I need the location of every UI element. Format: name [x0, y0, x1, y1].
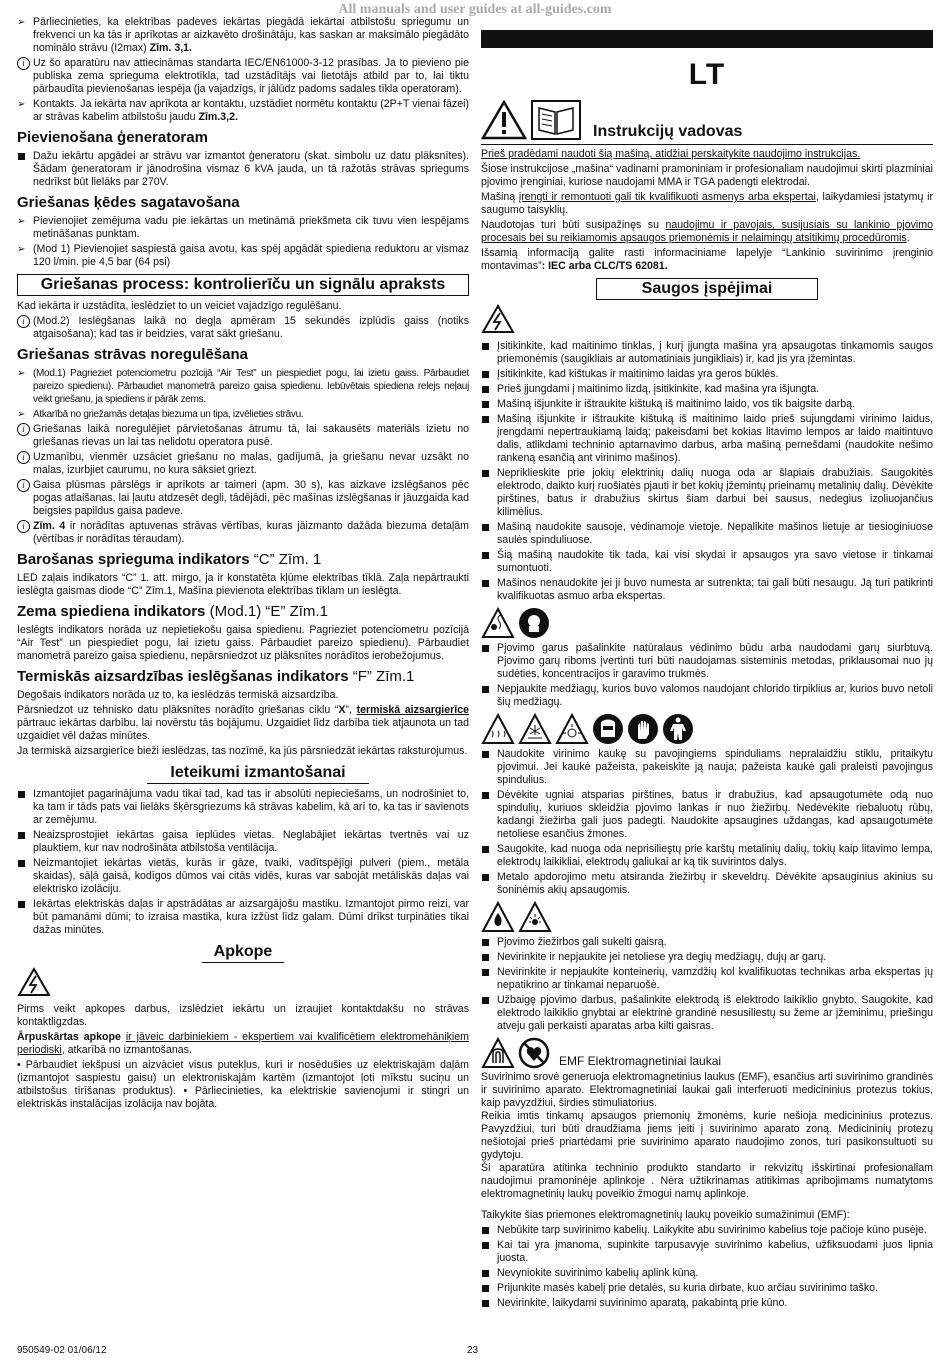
left-column	[17, 16, 469, 1113]
safety-item: Metalo apdorojimo metu atsiranda žiežirbų ir skeveldrų. Dėvėkite apsauginius akinius su šoninėmis akių apsaugomis.	[481, 871, 933, 897]
manual-title: Instrukcijų vadovas	[593, 123, 743, 140]
emf-header	[481, 1037, 933, 1069]
intro-p4: Išsamią informaciją galite rasti informaciniame lapelyje “Lankinio suvirinimo įrenginio montavimas”: IEC arba CLC/TS 62081.	[481, 247, 933, 272]
intro-p2: Mašiną įrengti ir remontuoti gali tik kvalifikuoti asmenys arba ekspertai, laikydamiesi įstatymų ir saugumo taisyklių.	[481, 191, 933, 216]
indicator-e-title: Zema spiediena indikators (Mod.1) “E” Zīm.1	[17, 603, 328, 620]
magnetic-field-icon	[481, 1037, 515, 1069]
intro-underline: Prieš pradėdami naudoti šią mašiną, atidžiai perskaitykite naudojimo instrukcijas.	[481, 148, 861, 160]
info-icon: i	[17, 315, 30, 328]
safety-item: Įsitikinkite, kad maitinimo tinklas, į kurį įjungta mašina yra apsaugotas tinkamomis saugos priemonėmis (saugikliais ar automatiniais jungikliais) ir, kad jis yra įžemintas.	[481, 340, 933, 366]
fire-warning-icon	[481, 901, 515, 933]
intro-item: i Uz šo aparatūru nav attiecināmas standarta IEC/EN61000-3-12 prasības. Ja to pievieno pie publiska zema sprieguma elektrotīkla, tad uzstādītājs vai lietotājs atbild par to, lai tiktu pārbaudīta pievienošanas iespēja (ja vajadzīgs, ir jālūdz padoms sadales tīkla operatoram).	[17, 57, 469, 96]
info-icon: i	[17, 451, 30, 464]
safety-item: Mašiną naudokite sausoje, vėdinamoje vietoje. Nepalikite mašinos lietuje ar tiesioginiuose saulės spinduliuose.	[481, 521, 933, 547]
process-info: i (Mod.2) Ieslēgšanas laikā no degļa apmēram 15 sekundēs izplūdīs gaiss (notiks atgaisošana); kad tas ir beidzies, varat sākt griešanu.	[17, 315, 469, 341]
indicator-f-title: Termiskās aizsardzības ieslēgšanas indikators “F” Zīm.1	[17, 668, 415, 685]
current-item: ➢ Atkarībā no griežamās detaļas biezuma un tipa, izvēlieties strāvu.	[17, 408, 469, 421]
intro-item: ➢ Kontakts. Ja iekārta nav aprīkota ar kontaktu, uzstādiet normētu kontaktu (2P+T vienai fāzei) ar strāvas kabelim atbilstošu jaudu Zīm.3,2.	[17, 98, 469, 124]
emf-item: Prijunkite masės kabelį prie detalės, su kuria dirbate, kuo arčiau suvirinimo taško.	[481, 1282, 933, 1295]
emf-reduce: Taikykite šias priemones elektromagnetinių laukų poveikio sumažinimui (EMF):	[481, 1209, 850, 1221]
safety-item: Įsitikinkite, kad kištukas ir maitinimo laidas yra geros būklės.	[481, 368, 933, 381]
indicator-c-text: LED zaļais indikators “C” 1. att. mirgo, ja ir konstatēta kļūme elektrības tīklā. Zaļa nepārtraukti ieslēgta gaismas diode “C” Zīm.1, Mašīna pievienota elektrības tīklam un ieslēgta.	[17, 572, 469, 597]
safety-item: Mašinos nenaudokite jei ji buvo numesta ar sutrenkta; tai gali būti nesaugu. Ją turi patikrinti kvalifikuotas asmuo arba ekspertas.	[481, 577, 933, 603]
safety-item: Mašiną išjunkite ir ištraukite kištuką iš maitinimo laido, vos tik baigsite darbą.	[481, 398, 933, 411]
usage-list	[17, 788, 469, 937]
current-item: i Griešanas laikā noregulējiet pārvietošanas ātrumu tā, lai sakausēts materiāls izietu no griešanas rievas un lai tas nelidotu operatora pusē.	[17, 423, 469, 449]
indicator-c-title: Barošanas sprieguma indikators “C” Zīm. 1	[17, 551, 322, 568]
intro-item: ➢ Pārliecinieties, ka elektrības padeves iekārtas piegādā iekārtai atbilstošu spriegumu un frekvenci un ka tās ir aprīkotas ar aizkavēto drošinātāju, kas saskan ar maksimālo piegādāto nominālo strāvu (I2max) Zīm. 3,1.	[17, 16, 469, 55]
intro-list	[17, 16, 469, 124]
safety-item: Prieš įjungdami į maitinimo lizdą, įsitikinkite, kad mašina yra išjungta.	[481, 383, 933, 396]
usage-item: Neizmantojiet iekārtas vietās, kurās ir gāze, tvaiki, vadītspējīgi pulveri (piem., metāla skaidas), sāļā gaisā, kodīgos dūmos vai citās vidēs, kuras var sabojāt metāliskās daļas vai elektrisko izolāciju.	[17, 857, 469, 896]
safety-list-2	[481, 642, 933, 709]
current-item: i Uzmanību, vienmēr uzsāciet griešanu no malas, gadījumā, ja griešanu nevar uzsākt no malas, izurbjiet caurumu, no kura sāksiet griezt.	[17, 451, 469, 477]
current-title: Griešanas strāvas noregulēšana	[17, 346, 248, 363]
emf-text: Suvirinimo srovė generuoja elektromagnetinius laukus (EMF), esančius arti suvirinimo grandinės ir suvirinimo aparato. Elektromagnetiniai laukai gali interferuoti medicininius protezus tokius, kaip pavyzdžiui, širdies stimuliatorius. Reikia imtis tinkamų apsaugos priemonių žmonėms, kurie nešioja medicininius protezus. Pavyzdžiui, turi būti draudžiama jiems įeiti į suvirinimo aparato zoną. Medicininių protezų nešiotojai prieš priartėdami prie suvirinimo aparato naudojimo zonos, turi pasikonsultuoti su gydytoju. Ši aparatūra atitinka techninio produkto standarto ir rekvizitų išskirtinai profesionaliam naudojimui pramoninėje aplinkoje . Nėra užtikrinamas atitikimas apribojimams numatytoms elektromagnetinių laukų poveikio žmogui namų aplinkoje.	[481, 1071, 933, 1200]
protection-icons	[481, 713, 933, 745]
electric-shock-icon	[481, 304, 933, 338]
emf-item: Nevyniokite suvirinimo kabelių aplink kūną.	[481, 1267, 933, 1280]
maintenance-text1: Pirms veikt apkopes darbus, izslēdziet iekārtu un izraujiet kontaktdakšu no strāvas kontaktligzdas.	[17, 1003, 469, 1028]
circuit-item: ➢ (Mod 1) Pievienojiet saspiestā gaisa avotu, kas spēj apgādāt spiediena reduktoru ar vismaz 120 l/min. pie 4,5 bar (64 psi)	[17, 243, 469, 269]
watermark: All manuals and user guides at all-guides.com	[338, 2, 612, 17]
usage-item: Iekārtas elektriskās daļas ir apstrādātas ar aizsargājošu mastiku. Izmantojot pirmo reizi, var būt pamanāmi dūmi; to izraisa mastika, kura izžūst līdz galam. Dūmi drīkst turpināties tikai dažas minūtes.	[17, 898, 469, 937]
manual-book-icon	[531, 100, 581, 140]
emf-item: Nebūkite tarp suvirinimo kabelių. Laikykite abu suvirinimo kabelius toje pačioje kūno pusėje.	[481, 1224, 933, 1237]
radiation-warning-icon	[555, 713, 589, 745]
generator-text: Dažu iekārtu apgādei ar strāvu var izmantot ģeneratoru (skat. simbolu uz datu plāksnītes). Šādam ģeneratoram ir jānodrošina vismaz 6 kVA jauda, un tā ražotās strāvas spriegums nedrīkst būt lielāks par 270V.	[17, 150, 469, 189]
emf-item: Nevirinkite, laikydami suvirinimo aparatą, pakabintą prie kūno.	[481, 1297, 933, 1310]
footer-code: 950549-02 01/06/12	[17, 1345, 107, 1356]
emf-item: Kai tai yra įmanoma, supinkite tarpusavyje suvirinimo kabelius, užfiksuodami juos lipnia juosta.	[481, 1239, 933, 1265]
maintenance-text3: • Pārbaudiet iekšpusi un aizvāciet visus putekļus, kuri ir nosēdušies uz elektriskajām daļām (izmantojot saspiestu gaisu) un elektroniskajām kartēm (izmantojot ļoti mīkstu suciņu un atbilstošus tīrīšanas produktus). • Pārliecinieties, ka elektriskie savienojumi ir stingri un elektriskās instalācijas izolācija nav bojāta.	[17, 1059, 469, 1110]
safety-list-4	[481, 936, 933, 1033]
current-item: ➢ (Mod.1) Pagrieziet potenciometru pozīcijā “Air Test” un piespiediet pogu, lai izietu gaiss. Pārbaudiet pareizo spiedienu). Pārbaudiet manometrā pareizo gaisa spiedienu. Iebūvētais spiediena relejs neļauj veikt griešanu, ja spiediens ir pārāk zems.	[17, 367, 469, 406]
header-bar	[481, 30, 933, 48]
safety-item: Dėvėkite ugniai atsparias pirštines, batus ir drabužius, kad apsaugotumėte odą nuo spindulių, kuriuos skleidžia pjovimo lankas ir nuo žiežirbų. Nedėvėkite riebaluotų rūbų, kadangi žiežirba gali juos padegti. Naudokite apsaugines uždangas, kad apsaugotumėte netoliese esančius žmones.	[481, 789, 933, 841]
sparks-warning-icon	[518, 713, 552, 745]
emf-title: EMF Elektromagnetiniai laukai	[559, 1054, 722, 1068]
info-icon: i	[17, 423, 30, 436]
circuit-title: Griešanas ķēdes sagatavošana	[17, 194, 240, 211]
info-icon: i	[17, 479, 30, 492]
usage-item: Izmantojiet pagarinājuma vadu tikai tad, kad tas ir absolūti nepieciešams, un nodrošiniet to, ka tam ir tāds pats vai lielāks šķērsgriezums kā strāvas kabelim, kā arī to, ka tas ir savienots ar zemējumu.	[17, 788, 469, 827]
warning-icon	[481, 100, 527, 140]
process-title: Griešanas process: kontrolierīču un signālu apraksts	[17, 274, 469, 296]
info-icon: i	[17, 520, 30, 533]
gloves-icon	[627, 713, 659, 745]
safety-title: Saugos įspėjimai	[596, 278, 818, 300]
safety-item: Mašiną išjunkite ir ištraukite kištuką iš maitinimo laido prieš sujungdami virinimo laidus, įrengdami nepertraukiamą laidą; pakeisdami bet kokias litavimo lempos ar laido maitintuvo dalis, atlikdami techninio aptarnavimo darbus, arba mašiną pernešdami (naudokite nešimo rankeną esančią ant virinimo mašinos).	[481, 413, 933, 465]
info-icon: i	[17, 57, 30, 70]
fumes-warning-icon	[481, 607, 515, 639]
safety-item: Užbaigę pjovimo darbus, pašalinkite elektrodą iš elektrodo laikiklio gnybto. Saugokite, kad elektrodo laikiklio gnybtai ar elektrinė grandinė nesusiliestų su žeme ar įžeminimu, prieš̌ingu atveju gali perkaisti aparatas arba kilti gaisras.	[481, 994, 933, 1033]
fumes-icons	[481, 607, 933, 639]
safety-list-3	[481, 748, 933, 897]
indicator-f-text1: Degošais indikators norāda uz to, ka ieslēdzās termiskā aizsardzība.	[17, 689, 339, 701]
intro-p1: Šiose instrukcijose „mašina“ vadinami pramoniniam ir profesionaliam naudojimui skirti plazminiai pjovimo įrenginiai, kuriose naudojami MMA ir TGA padengti elektrodai.	[481, 163, 933, 188]
safety-item: Nevirinkite ir nepjaukite konteinerių, vamzdžių kol kvalifikuotas technikas arba ekspertas jų nepatikrino ar tinkamai neparuošė.	[481, 966, 933, 992]
maintenance-title: Apkope	[202, 942, 284, 963]
intro-p3: Naudotojas turi būti susipažinęs su naudojimu ir pavojais, susijusiais su lankinio pjovimo procesais bei su reikiamomis apsaugos priemonėmis ir nelaimingų atsitikimų procedūromis.	[481, 219, 933, 244]
generator-title: Pievienošana ģeneratoram	[17, 129, 208, 146]
safety-item: Pjovimo garus pašalinkite natūralaus vėdinimo būdu arba naudodami garų siurbtuvą. Pjovimo garų riboms įvertinti turi būti naudojamas sisteminis metodas, priklausomai nuo jų sudėties, koncentracijos ir garavimo trukmės.	[481, 642, 933, 681]
right-column	[481, 16, 933, 1312]
emf-list	[481, 1224, 933, 1310]
welding-mask-icon	[592, 713, 624, 745]
safety-list-1	[481, 340, 933, 603]
indicator-e-text: Ieslēgts indikators norāda uz nepietiekošu gaisa spiedienu. Pagrieziet potenciometru pozīcijā “Air Test” un piespiediet pogu, lai izietu gaiss. Pārbaudiet pareizo spiedienu). Pārbaudiet manometrā pareizo gaisa spiedienu, nepārsniedzot uz plāksnītes norādītos ierobežojumus.	[17, 624, 469, 662]
safety-item: Nepriklieskite prie jokių elektrinių dalių nuoga oda ar šlapiais drabužiais. Saugokitės elektrodo, daikto kurį ruošiatės pjauti ir bet kokių įžemintų prieinamų metalinių dalių. Dėvėkite pirštines, batus ir drabužius skirtus šiam darbui bei sausus, nedegius izoliuojančius kilimėlius.	[481, 467, 933, 519]
language-code: LT	[688, 58, 726, 91]
fire-icons	[481, 901, 933, 933]
safety-item: Pjovimo žiežirbos gali sukelti gaisrą.	[481, 936, 933, 949]
safety-item: Nevirinkite ir nepjaukite jei netoliese yra degių medžiagų, dujų ar garų.	[481, 951, 933, 964]
current-item: i Zīm. 4 ir norādītas aptuvenas strāvas vērtības, kuras jāizmanto dažāda biezuma detaļām (vērtības ir norādītas tēraudam).	[17, 520, 469, 546]
protective-clothing-icon	[662, 713, 694, 745]
electric-warning-icon	[17, 967, 469, 1001]
manual-header	[481, 100, 933, 140]
usage-item: Neaizsprostojiet iekārtas gaisa ieplūdes vietas. Neglabājiet iekārtas tvertnēs vai uz plauktiem, kur nav nodrošināta atbilstoša ventilācija.	[17, 829, 469, 855]
safety-item: Naudokite virinimo kaukę su pavojingiems spinduliams nepralaidžiu stiklu, pritaikytu pjovimui. Jei kaukė pažeista, pakeiskite ją nauja; pažeista kaukė gali praleisti pavojingus spindulius.	[481, 748, 933, 787]
current-item: i Gaisa plūsmas pārslēgs ir aprīkots ar taimeri (apm. 30 s), kas aizkave izslēgšanos pēc pogas atlaišanas, lai ļautu atdzesēt degli, tādējādi, pēc mašīnas izslēgšanas ir jāuzgaida kad beigsies papildus gaisa padeve.	[17, 479, 469, 518]
safety-item: Saugokite, kad nuoga oda neprisilies̨tų prie karštų metalinių dalių, tokių kaip litavimo lempa, elektrodų laikikliai, elektrodų galiukai ar ką tik suvirintos dalys.	[481, 843, 933, 869]
safety-item: Nepjaukite medžiagų, kurios buvo valomos naudojant chlorido tirpiklius ar, kurios buvo netoli šių medžiagų.	[481, 683, 933, 709]
safety-item: Šią mašiną naudokite tik tada, kai visi skydai ir apsaugos yra savo vietose ir tinkamai sumontuoti.	[481, 549, 933, 575]
respirator-icon	[518, 607, 550, 639]
indicator-f-text2: Pārsniedzot uz tehnisko datu plāksnītes norādīto griešanas ciklu “X”, termiskā aizsargierīce pārtrauc iekārtas darbību, lai novērstu tās bojājumu. Uzgaidiet līdz darbība tiek atjaunota un tad uzgaidiet vēl dažas minūtes.	[17, 704, 469, 742]
circuit-item: ➢ Pievienojiet zemējuma vadu pie iekārtas un metināmā priekšmeta cik tuvu vien iespējams metināšanas punktam.	[17, 215, 469, 241]
page-number: 23	[467, 1345, 479, 1356]
explosion-warning-icon	[518, 901, 552, 933]
maintenance-text2: Ārpuskārtas apkope ir jāveic darbiniekiem - ekspertiem vai kvalificētiem elektromehāniķiem periodiski, atkarībā no izmantošanas.	[17, 1031, 469, 1056]
process-text: Kad iekārta ir uzstādīta, ieslēdziet to un veiciet vajadzīgo regulēšanu.	[17, 300, 342, 312]
usage-title: Ieteikumi izmantošanai	[147, 763, 369, 784]
indicator-f-text3: Ja termiskā aizsargierīce bieži ieslēdzas, tas nozīmē, ka jūs pārsniedzāt iekārtas raksturojumus.	[17, 745, 468, 757]
pacemaker-prohibited-icon	[518, 1037, 550, 1069]
current-list	[17, 367, 469, 546]
hot-surface-icon	[481, 713, 515, 745]
